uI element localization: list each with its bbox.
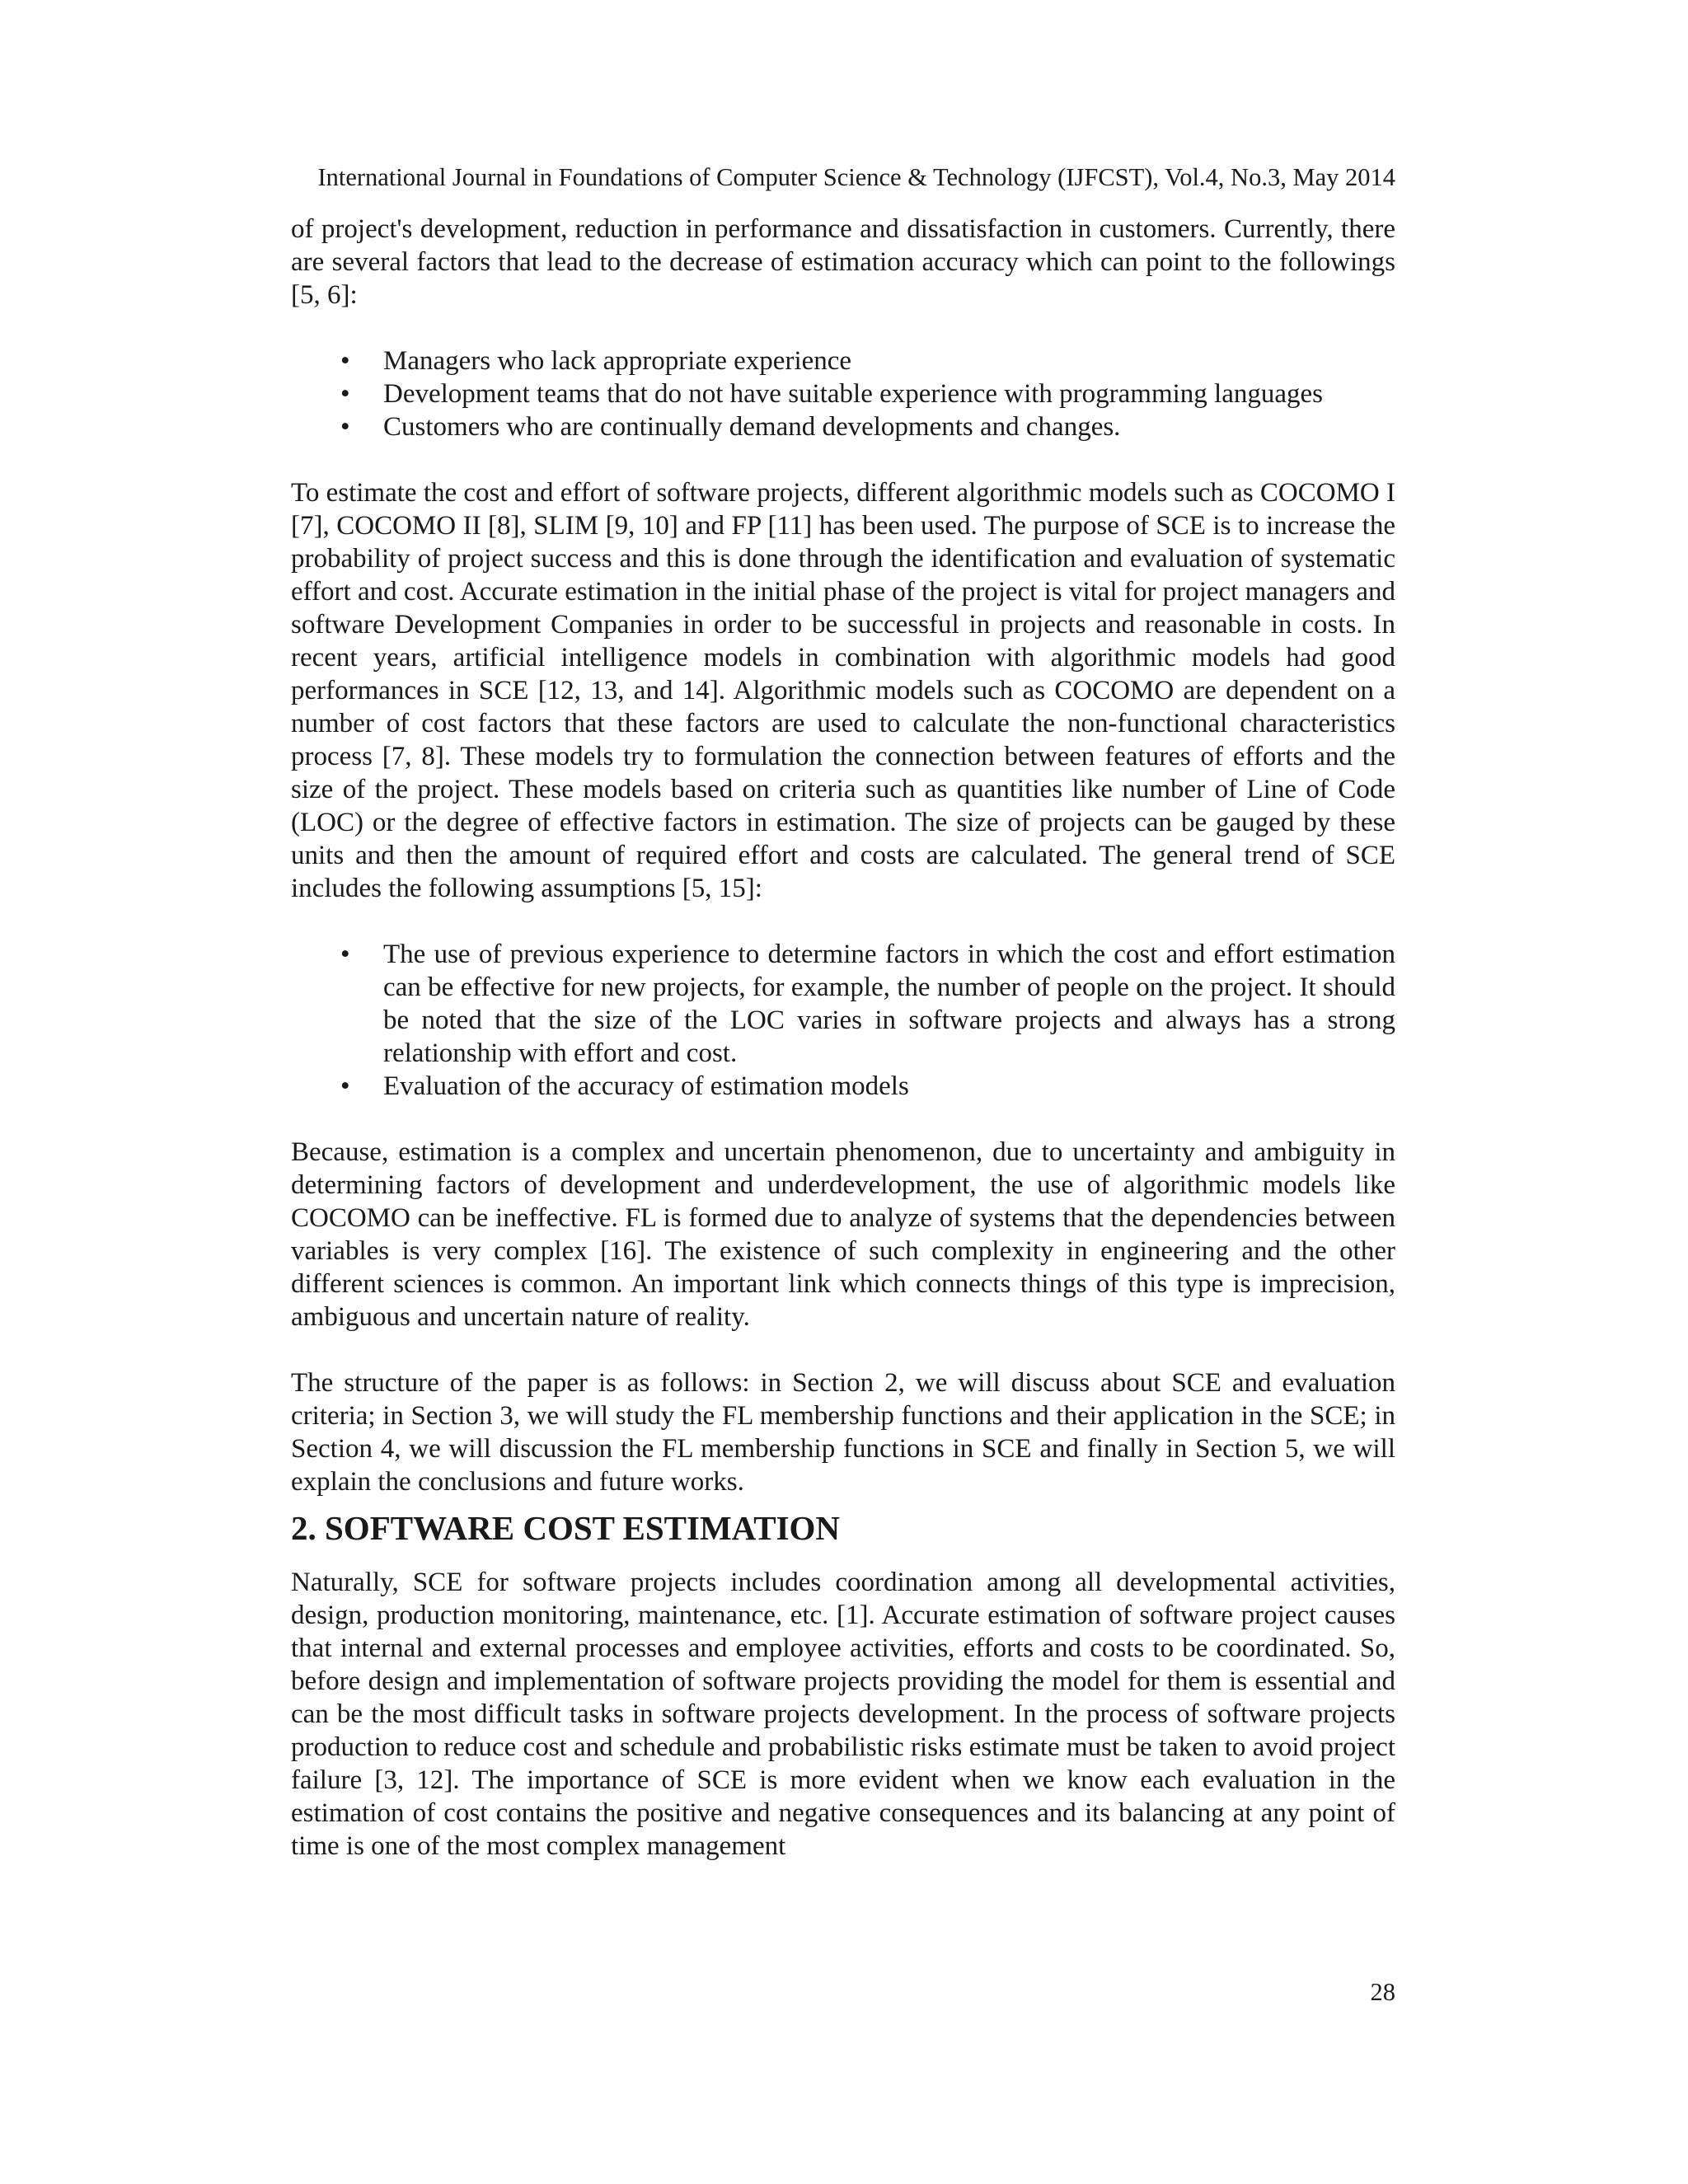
paragraph-uncertainty: Because, estimation is a complex and uncertain phenomenon, due to uncertainty and ambiguity in determining factors of development and underdevelopment, the use of algorithmic models like COCOMO can be ineffective. FL is formed due to analyze of systems that the dependencies between variables is very complex [16]. The existence of such complexity in engineering and the other different sciences is common. An important link which connects things of this type is imprecision, ambiguous and uncertain nature of reality. bbox=[291, 1137, 1395, 1332]
paragraph-gap bbox=[291, 443, 1395, 476]
list-item bbox=[291, 1070, 1395, 1103]
paragraph-gap bbox=[291, 905, 1395, 938]
running-header: International Journal in Foundations of Computer Science & Technology (IJFCST), Vol.4, No.3, May 2014 bbox=[317, 163, 1395, 191]
bullet-icon: • bbox=[340, 379, 350, 409]
list-item-text: Customers who are continually demand developments and changes. bbox=[383, 412, 1121, 442]
bullet-list-sce-assumptions bbox=[291, 938, 1395, 1103]
paragraph-gap bbox=[291, 312, 1395, 344]
list-item-text: Evaluation of the accuracy of estimation models bbox=[383, 1071, 909, 1101]
bullet-icon: • bbox=[340, 940, 350, 969]
list-item-text: Managers who lack appropriate experience bbox=[383, 346, 852, 376]
list-item bbox=[291, 938, 1395, 1070]
bullet-list-estimation-factors bbox=[291, 344, 1395, 443]
paragraph-intro-continuation: of project's development, reduction in performance and dissatisfaction in customers. Currently, there are several factors that lead to the decrease of estimation accuracy which can point to the followings [5, 6]: bbox=[291, 214, 1395, 310]
paragraph-algorithmic-models: To estimate the cost and effort of software projects, different algorithmic models such as COCOMO I [7], COCOMO II [8], SLIM [9, 10] and FP [11] has been used. The purpose of SCE is to increase the probability of project success and this is done through the identification and evaluation of systematic effort and cost. Accurate estimation in the initial phase of the project is vital for project managers and software Development Companies in order to be successful in projects and reasonable in costs. In recent years, artificial intelligence models in combination with algorithmic models had good performances in SCE [12, 13, and 14]. Algorithmic models such as COCOMO are dependent on a number of cost factors that these factors are used to calculate the non-functional characteristics process [7, 8]. These models try to formulation the connection between features of efforts and the size of the project. These models based on criteria such as quantities like number of Line of Code (LOC) or the degree of effective factors in estimation. The size of projects can be gauged by these units and then the amount of required effort and costs are calculated. The general trend of SCE includes the following assumptions [5, 15]: bbox=[291, 478, 1395, 903]
list-item-text: The use of previous experience to determine factors in which the cost and effort estimation can be effective for new projects, for example, the number of people on the project. It should be noted that the size of the LOC varies in software projects and always has a strong relationship with effort and cost. bbox=[383, 940, 1395, 1068]
list-item-text: Development teams that do not have suitable experience with programming languages bbox=[383, 379, 1323, 409]
bullet-icon: • bbox=[340, 412, 350, 442]
bullet-icon: • bbox=[340, 346, 350, 376]
list-item bbox=[291, 410, 1395, 443]
paragraph-paper-structure: The structure of the paper is as follows: in Section 2, we will discuss about SCE and evaluation criteria; in Section 3, we will study the FL membership functions and their application in the SCE; in Section 4, we will discussion the FL membership functions in SCE and finally in Section 5, we will explain the conclusions and future works. bbox=[291, 1368, 1395, 1497]
paragraph-sce-intro: Naturally, SCE for software projects includes coordination among all developmental activities, design, production monitoring, maintenance, etc. [1]. Accurate estimation of software project causes that internal and external processes and employee activities, efforts and costs to be coordinated. So, before design and implementation of software projects providing the model for them is essential and can be the most difficult tasks in software projects development. In the process of software projects production to reduce cost and schedule and probabilistic risks estimate must be taken to avoid project failure [3, 12]. The importance of SCE is more evident when we know each evaluation in the estimation of cost contains the positive and negative consequences and its balancing at any point of time is one of the most complex management bbox=[291, 1568, 1395, 1861]
paragraph-gap bbox=[291, 1103, 1395, 1136]
paragraph-gap bbox=[291, 1333, 1395, 1366]
page-number: 28 bbox=[1370, 1978, 1395, 2006]
page-body bbox=[291, 213, 1395, 1863]
list-item bbox=[291, 344, 1395, 377]
list-item bbox=[291, 377, 1395, 410]
bullet-icon: • bbox=[340, 1071, 350, 1101]
section-heading: 2. SOFTWARE COST ESTIMATION bbox=[291, 1509, 841, 1547]
